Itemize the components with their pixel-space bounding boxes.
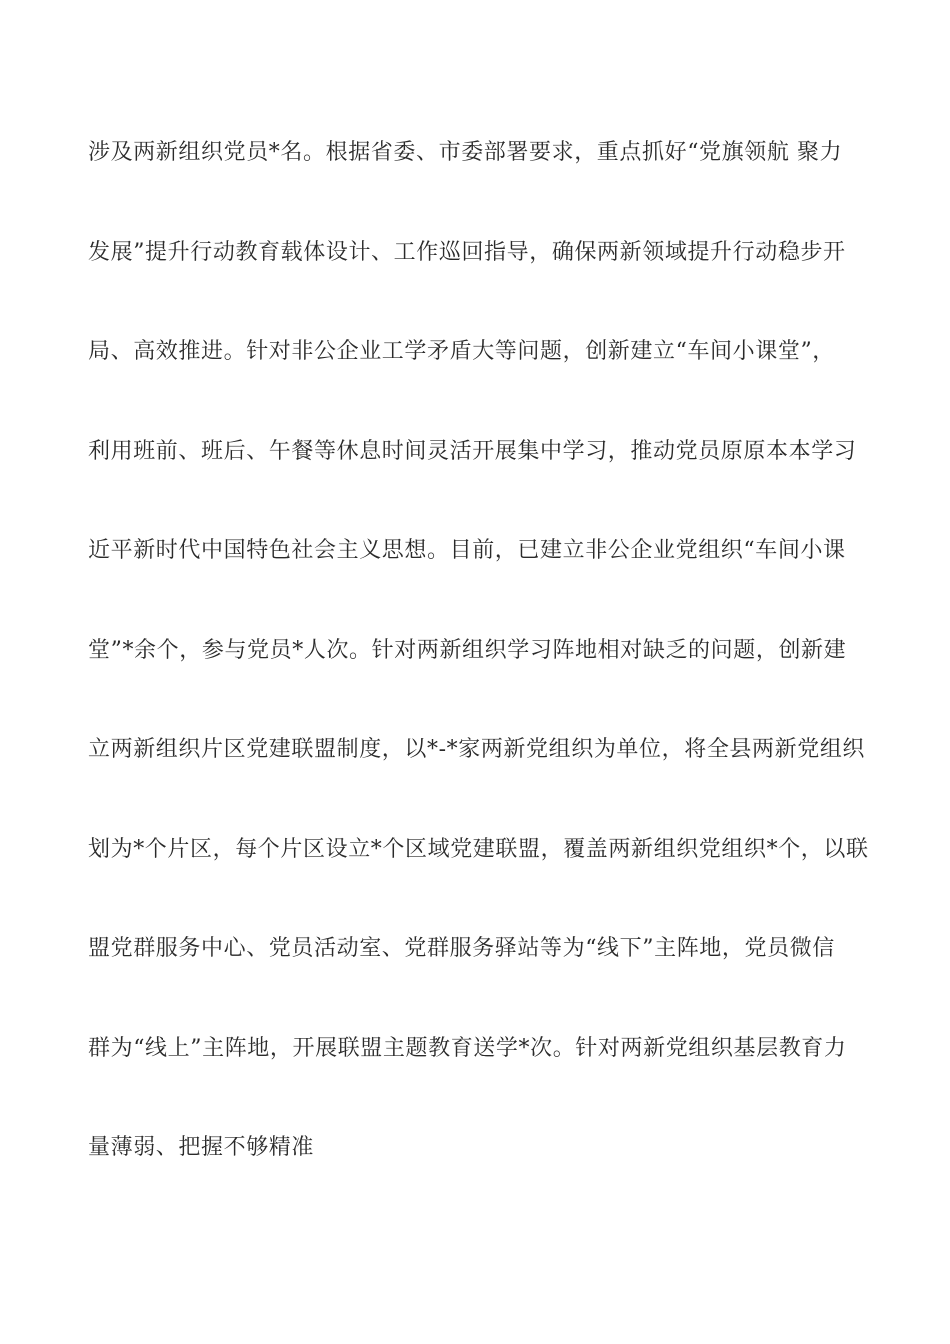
body-paragraph bbox=[88, 130, 869, 1225]
text-line: 立两新组织片区党建联盟制度，以*-*家两新党组织为单位，将全县两新党组织 bbox=[88, 737, 866, 762]
text-line: 划为*个片区，每个片区设立*个区域党建联盟，覆盖两新组织党组织*个，以联 bbox=[88, 836, 869, 862]
text-line: 群为“线上”主阵地，开展联盟主题教育送学*次。针对两新党组织基层教育力 bbox=[88, 1035, 847, 1061]
text-line: 发展”提升行动教育载体设计、工作巡回指导，确保两新领域提升行动稳步开 bbox=[88, 239, 846, 265]
text-line: 利用班前、班后、午餐等休息时间灵活开展集中学习，推动党员原原本本学习 bbox=[88, 438, 857, 464]
text-line: 近平新时代中国特色社会主义思想。目前，已建立非公企业党组织“车间小课 bbox=[88, 538, 846, 563]
text-line: 涉及两新组织党员*名。根据省委、市委部署要求，重点抓好“党旗领航 聚力 bbox=[88, 140, 843, 165]
text-line: 局、高效推进。针对非公企业工学矛盾大等问题，创新建立“车间小课堂”， bbox=[88, 339, 835, 364]
text-line: 盟党群服务中心、党员活动室、党群服务驿站等为“线下”主阵地，党员微信 bbox=[88, 936, 835, 961]
text-line: 堂”*余个，参与党员*人次。针对两新组织学习阵地相对缺乏的问题，创新建 bbox=[88, 637, 847, 663]
text-line: 量薄弱、把握不够精准 bbox=[88, 1135, 315, 1160]
